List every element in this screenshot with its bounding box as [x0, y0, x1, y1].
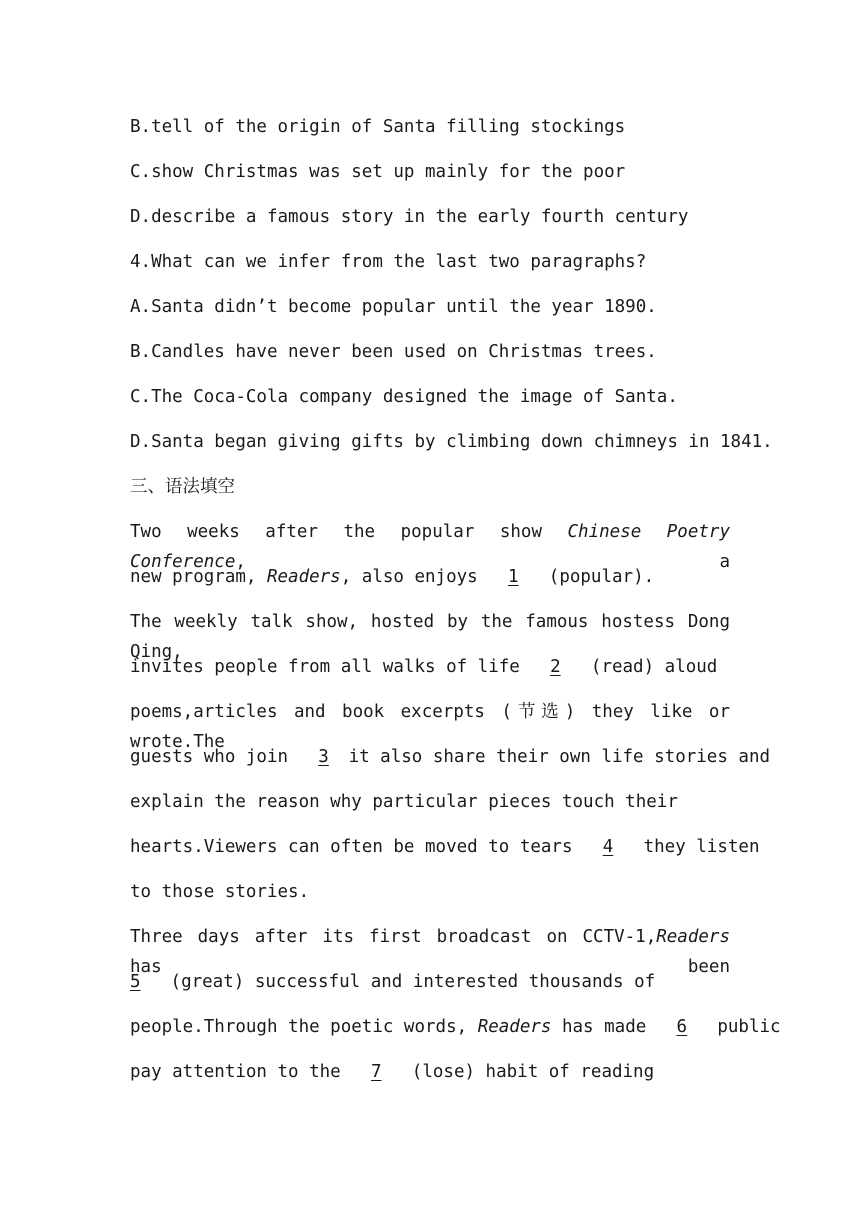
passage-line-6: guests who join 3 it also share their own life stories and — [130, 742, 730, 787]
passage-line-1: Two weeks after the popular show Chinese Poetry Conference, a — [130, 522, 730, 572]
passage-line-12: people.Through the poetic words, Readers has made 6 public — [130, 1012, 730, 1057]
section-heading: 三、语法填空 — [130, 477, 235, 497]
passage-line-11: 5 (great) successful and interested thousands of — [130, 967, 730, 1012]
option-4b: B.Candles have never been used on Christmas trees. — [130, 342, 657, 362]
passage-line-10: Three days after its first broadcast on CCTV-1,Readers has been — [130, 927, 730, 977]
passage-line-7: explain the reason why particular pieces touch their — [130, 792, 678, 812]
blank-5: 5 — [130, 972, 141, 992]
option-3b: B.tell of the origin of Santa filling stockings — [130, 117, 626, 137]
passage-line-2: new program, Readers, also enjoys 1 (popular). — [130, 562, 730, 607]
blank-1: 1 — [507, 567, 519, 587]
option-4a: A.Santa didn’t become popular until the year 1890. — [130, 297, 657, 317]
option-3c: C.show Christmas was set up mainly for the poor — [130, 162, 626, 182]
option-4d: D.Santa began giving gifts by climbing down chimneys in 1841. — [130, 432, 773, 452]
show-title: Readers — [477, 1017, 552, 1037]
document-body — [130, 112, 781, 1102]
blank-2: 2 — [550, 657, 561, 677]
question-4-stem: 4.What can we infer from the last two paragraphs? — [130, 252, 647, 272]
blank-7: 7 — [370, 1062, 382, 1082]
passage-line-8: hearts.Viewers can often be moved to tears 4 they listen — [130, 832, 730, 877]
passage-line-5: poems,articles and book excerpts (节选) they like or wrote.The — [130, 702, 730, 752]
show-title: Readers — [656, 927, 730, 947]
blank-3: 3 — [318, 747, 329, 767]
passage-line-3: The weekly talk show, hosted by the famous hostess Dong Qing, — [130, 612, 730, 662]
option-3d: D.describe a famous story in the early fourth century — [130, 207, 689, 227]
blank-4: 4 — [602, 837, 614, 857]
option-4c: C.The Coca-Cola company designed the image of Santa. — [130, 387, 678, 407]
passage-line-13: pay attention to the 7 (lose) habit of reading — [130, 1057, 730, 1102]
show-title: Readers — [266, 567, 341, 587]
passage-line-9: to those stories. — [130, 882, 310, 902]
show-title: Chinese Poetry Conference — [130, 522, 730, 572]
blank-6: 6 — [676, 1017, 688, 1037]
passage-line-4: invites people from all walks of life 2 (read) aloud — [130, 652, 730, 697]
